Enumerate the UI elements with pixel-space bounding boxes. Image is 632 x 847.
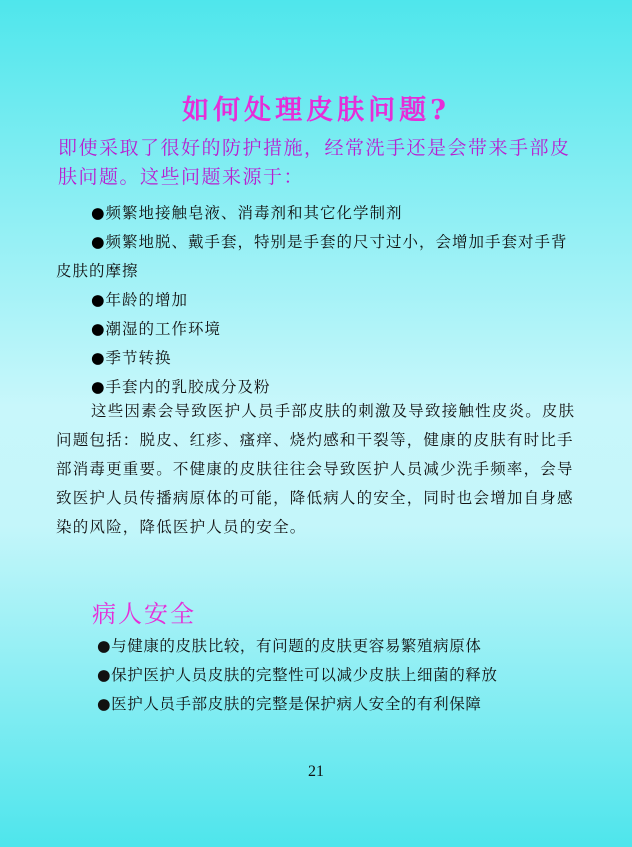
cause-text: 潮湿的工作环境 [105,320,222,338]
list-item [56,315,576,344]
cause-text: 年龄的增加 [105,291,189,309]
bullet-icon: ● [97,695,112,713]
body-paragraph: 这些因素会导致医护人员手部皮肤的刺激及导致接触性皮炎。皮肤问题包括：脱皮、红疹、瘙痒、烧灼感和干裂等，健康的皮肤有时比手部消毒更重要。不健康的皮肤往往会导致医护人员减少洗手频率，会导致医护人员传播病原体的可能，降低病人的安全，同时也会增加自身感染的风险，降低医护人员的安全。 [56,402,576,536]
safety-list [97,632,577,719]
list-item [97,690,577,719]
list-item [97,661,577,690]
list-item [56,199,576,228]
bullet-icon: ● [91,378,106,396]
bullet-icon: ● [91,204,106,222]
cause-text: 频繁地脱、戴手套，特别是手套的尺寸过小，会增加手套对手背皮肤的摩擦 [56,233,568,280]
safety-text: 保护医护人员皮肤的完整性可以减少皮肤上细菌的释放 [111,666,498,684]
list-item [56,286,576,315]
list-item [56,228,576,286]
page-number: 21 [308,763,324,780]
page-title: 如何处理皮肤问题? [182,95,450,126]
bullet-icon: ● [91,320,106,338]
bullet-icon: ● [91,233,106,251]
bullet-icon: ● [97,666,112,684]
list-item [97,632,577,661]
causes-list [56,199,576,402]
intro-text: 即使采取了很好的防护措施，经常洗手还是会带来手部皮肤问题。这些问题来源于： [58,137,571,188]
list-item [56,344,576,373]
cause-text: 手套内的乳胶成分及粉 [105,378,271,396]
bullet-icon: ● [91,291,106,309]
bullet-icon: ● [97,637,112,655]
safety-text: 与健康的皮肤比较，有问题的皮肤更容易繁殖病原体 [111,637,482,655]
safety-text: 医护人员手部皮肤的完整是保护病人安全的有利保障 [111,695,482,713]
cause-text: 频繁地接触皂液、消毒剂和其它化学制剂 [105,204,403,222]
section-heading: 病人安全 [92,600,196,628]
cause-text: 季节转换 [105,349,172,367]
bullet-icon: ● [91,349,106,367]
